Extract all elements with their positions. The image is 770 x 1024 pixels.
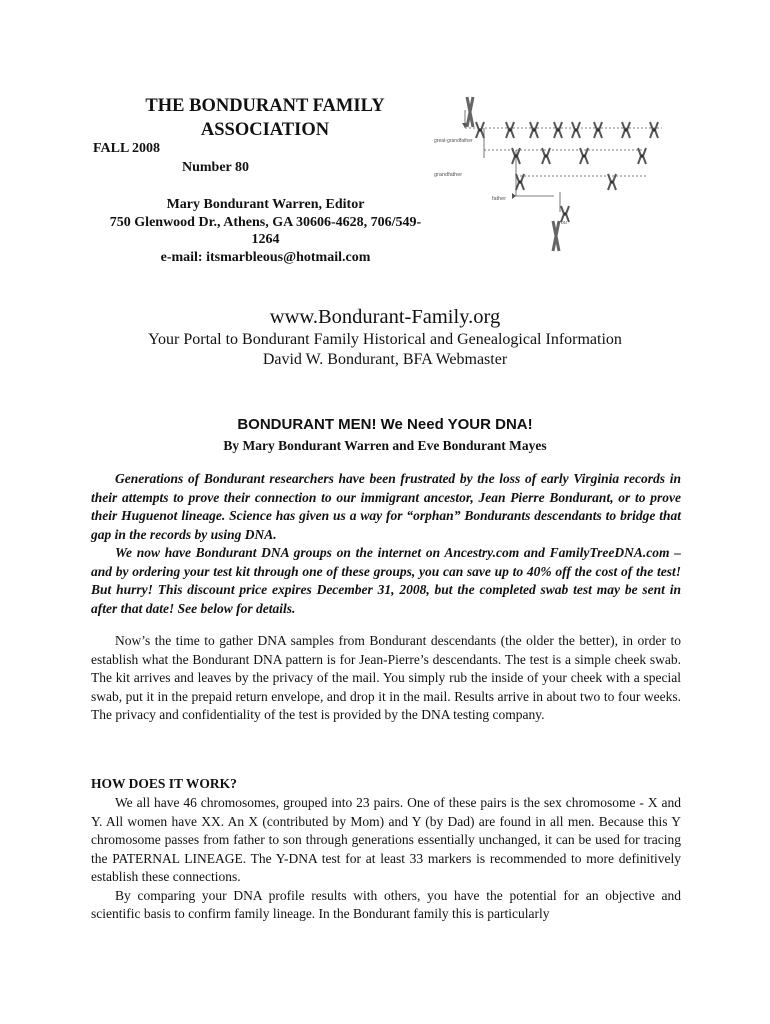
how-it-works-body [91, 794, 681, 924]
website-url[interactable]: www.Bondurant-Family.org [269, 306, 501, 328]
chart-label-great-grandfather: great-grandfather [434, 138, 473, 144]
article-byline: By Mary Bondurant Warren and Eve Bondurant Mayes [223, 438, 547, 453]
address-line-1: 750 Glenwood Dr., Athens, GA 30606-4628, 706/549- [109, 214, 422, 230]
intro-paragraph-1: Generations of Bondurant researchers have been frustrated by the loss of early Virginia records in their attempts to prove their connection to our immigrant ancestor, Jean Pierre Bondurant, or to prove their Huguenot lineage. Science has given us a way for “orphan” Bondurants descendants to bridge that gap in the records by using DNA. [91, 471, 681, 542]
chart-label-grandfather: grandfather [434, 172, 463, 178]
how-it-works-heading: HOW DOES IT WORK? [91, 776, 237, 791]
editor-name: Mary Bondurant Warren, Editor [166, 197, 365, 212]
editor-block [88, 196, 443, 266]
article-intro [91, 470, 681, 618]
how-paragraph-1: We all have 46 chromosomes, grouped into 23 pairs. One of these pairs is the sex chromosome - X and Y. All women have XX. An X (contributed by Mom) and Y (by Dad) are found in all men. Because this Y chromosome passes from father to son through generations essentially unchanged, it can be used for tracing the PATERNAL LINEAGE. The Y-DNA test for at least 33 markers is recommended to more definitively establish these connections. [91, 795, 681, 884]
article-headline: BONDURANT MEN! We Need YOUR DNA! [237, 416, 533, 433]
editor-email: e-mail: itsmarbleous@hotmail.com [160, 249, 371, 265]
newsletter-title [100, 94, 430, 142]
chart-label-father: father [492, 196, 507, 202]
website-tagline: Your Portal to Bondurant Family Historical and Genealogical Information [148, 331, 622, 348]
address-line-2: 1264 [251, 232, 280, 247]
article-body [91, 632, 681, 725]
how-paragraph-2: By comparing your DNA profile results with others, you have the potential for an objective and scientific basis to confirm family lineage. In the Bondurant family this is particularly [91, 887, 681, 921]
website-portal [0, 330, 770, 369]
chart-label-you: you [558, 220, 567, 226]
intro-paragraph-2: We now have Bondurant DNA groups on the internet on Ancestry.com and FamilyTreeDNA.com – and by ordering your test kit through one of these groups, you can save up to 40% off the cost of the test! But hurry! This discount price expires December 31, 2008, but the completed swab test may be sent in after that date! See below for details. [91, 545, 681, 616]
body-paragraph-1: Now’s the time to gather DNA samples from Bondurant descendants (the older the better), in order to establish what the Bondurant DNA pattern is for Jean-Pierre’s descendants. The test is a simple cheek swab. The kit arrives and leaves by the privacy of the mail. You simply rub the inside of your cheek with a special swab, put it in the prepaid return envelope, and drop it in the mail. Results arrive in about two to four weeks. The privacy and confidentiality of the test is provided by the DNA testing company. [91, 633, 681, 722]
title-line-1: THE BONDURANT FAMILY [145, 96, 385, 116]
issue-season: FALL 2008 [93, 141, 161, 156]
webmaster-credit: David W. Bondurant, BFA Webmaster [262, 350, 508, 368]
title-line-2: ASSOCIATION [200, 120, 330, 140]
issue-number: Number 80 [182, 160, 250, 175]
y-chromosome-lineage-chart [432, 96, 682, 256]
